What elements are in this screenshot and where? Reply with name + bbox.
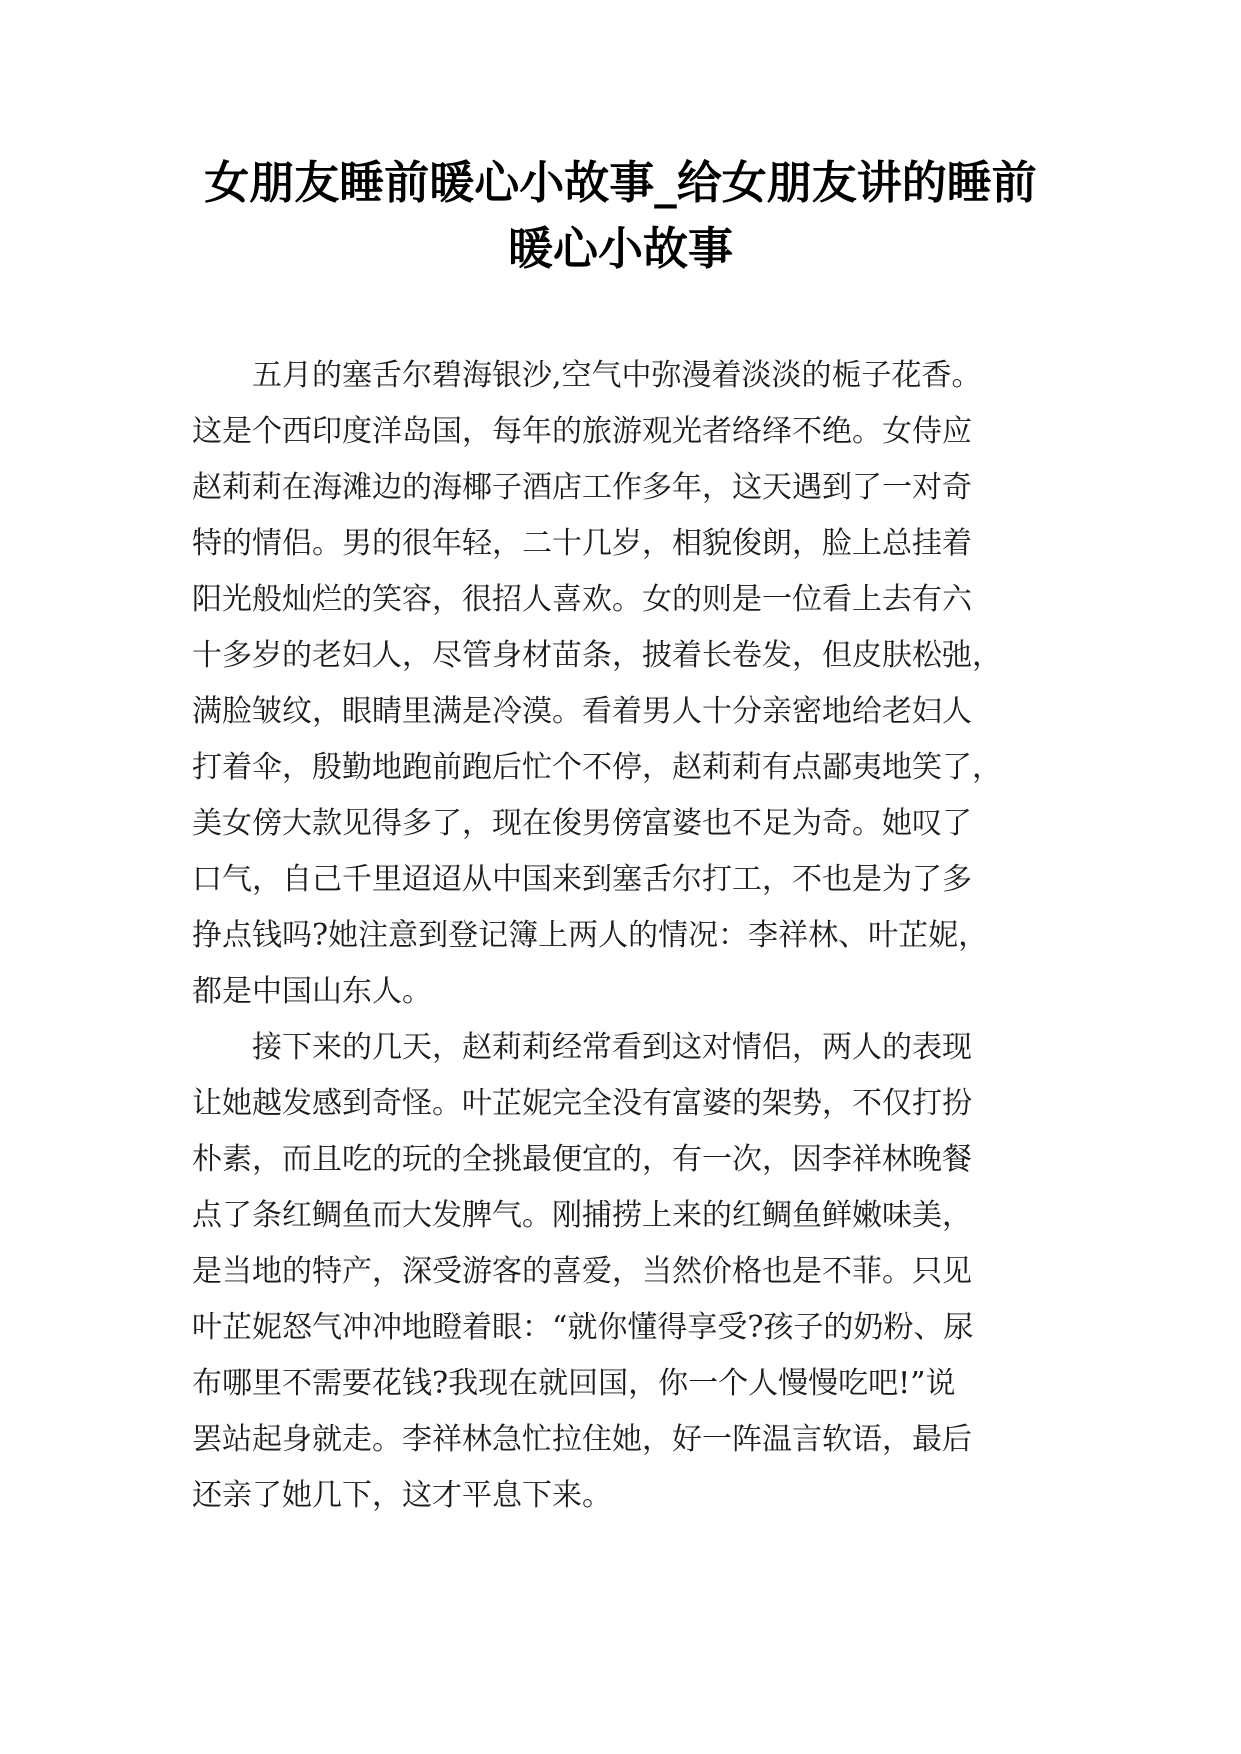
text-line: 五月的塞舌尔碧海银沙,空气中弥漫着淡淡的栀子花香。 bbox=[252, 358, 982, 393]
text-line: 罢站起身就走。李祥林急忙拉住她，好一阵温言软语，最后 bbox=[192, 1422, 972, 1457]
document-body bbox=[192, 348, 1052, 1524]
title-line: 暖心小故事 bbox=[507, 222, 733, 275]
text-line: 朴素，而且吃的玩的全挑最便宜的，有一次，因李祥林晚餐 bbox=[192, 1142, 972, 1177]
text-line: 美女傍大款见得多了，现在俊男傍富婆也不足为奇。她叹了 bbox=[192, 806, 972, 841]
paragraph-2 bbox=[192, 1020, 1052, 1524]
paragraph-1 bbox=[192, 348, 1052, 1020]
text-line: 都是中国山东人。 bbox=[192, 974, 432, 1009]
text-line: 让她越发感到奇怪。叶芷妮完全没有富婆的架势，不仅打扮 bbox=[192, 1086, 972, 1121]
title-line: 女朋友睡前暖心小故事_给女朋友讲的睡前 bbox=[204, 156, 1037, 209]
text-line: 叶芷妮怒气冲冲地瞪着眼：“就你懂得享受?孩子的奶粉、尿 bbox=[192, 1310, 974, 1345]
document-title bbox=[160, 150, 1081, 282]
text-line: 点了条红鲷鱼而大发脾气。刚捕捞上来的红鲷鱼鲜嫩味美， bbox=[192, 1198, 972, 1233]
text-line: 是当地的特产，深受游客的喜爱，当然价格也是不菲。只见 bbox=[192, 1254, 972, 1289]
text-line: 这是个西印度洋岛国，每年的旅游观光者络绎不绝。女侍应 bbox=[192, 414, 972, 449]
text-line: 十多岁的老妇人，尽管身材苗条，披着长卷发，但皮肤松弛， bbox=[192, 638, 1002, 673]
text-line: 打着伞，殷勤地跑前跑后忙个不停，赵莉莉有点鄙夷地笑了， bbox=[192, 750, 1002, 785]
text-line: 接下来的几天，赵莉莉经常看到这对情侣，两人的表现 bbox=[252, 1030, 972, 1065]
text-line: 布哪里不需要花钱?我现在就回国，你一个人慢慢吃吧!”说 bbox=[192, 1366, 956, 1401]
text-line: 口气，自己千里迢迢从中国来到塞舌尔打工，不也是为了多 bbox=[192, 862, 972, 897]
text-line: 还亲了她几下，这才平息下来。 bbox=[192, 1478, 612, 1513]
text-line: 阳光般灿烂的笑容，很招人喜欢。女的则是一位看上去有六 bbox=[192, 582, 972, 617]
text-line: 赵莉莉在海滩边的海椰子酒店工作多年，这天遇到了一对奇 bbox=[192, 470, 972, 505]
text-line: 特的情侣。男的很年轻，二十几岁，相貌俊朗，脸上总挂着 bbox=[192, 526, 972, 561]
text-line: 满脸皱纹，眼睛里满是冷漠。看着男人十分亲密地给老妇人 bbox=[192, 694, 972, 729]
text-line: 挣点钱吗?她注意到登记簿上两人的情况：李祥林、叶芷妮， bbox=[192, 918, 989, 953]
